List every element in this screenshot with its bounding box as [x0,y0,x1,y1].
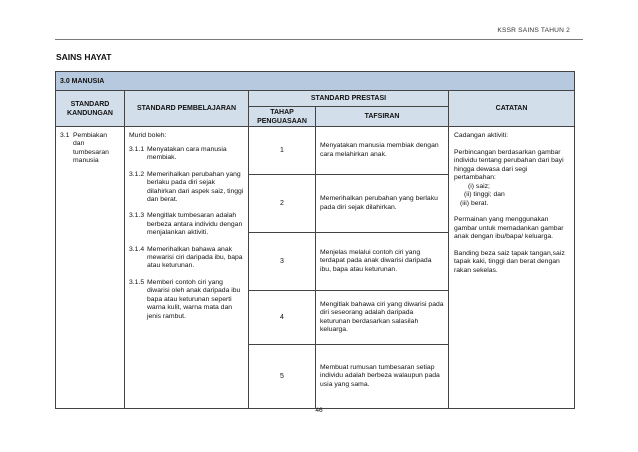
tafsiran-cell: Membuat rumusan tumbesaran setiap individu adalah berbeza walaupun pada usia yang sama. [316,345,449,409]
col-tafsiran: TAFSIRAN [316,107,449,127]
catatan-paragraph: Perbincangan berdasarkan gambar individu tentang perubahan dari bayi hingga dewasa dari segi pertambahan: [454,148,564,181]
tafsiran-cell: Menjelas melalui contoh ciri yang terdapat pada anak diwarisi daripada ibu, bapa atau keturunan. [316,233,449,291]
col-standard-prestasi: STANDARD PRESTASI [249,91,449,107]
band-title: 3.0 MANUSIA [56,72,575,91]
sk-number: 3.1 [60,132,70,139]
sp-item-number: 3.1.2 [129,170,145,178]
sp-item-number: 3.1.4 [129,245,145,253]
sp-item-text: Memerihalkan perubahan yang berlaku pada diri sejak dilahirkan dari aspek saiz, tinggi dan berat. [147,170,244,204]
sk-text: Pembiakan dan tumbesaran manusia [73,132,109,165]
tafsiran-cell: Mengitlak bahawa ciri yang diwarisi pada diri seseorang adalah daripada keturunan berdasarkan salasilah keluarga. [316,291,449,345]
sp-item [129,171,244,205]
sp-item-number: 3.1.3 [129,212,145,220]
col-standard-pembelajaran: STANDARD PEMBELAJARAN [125,91,249,127]
sp-item-text: Menyatakan cara manusia membiak. [147,146,227,162]
sp-item [129,279,244,321]
sp-item [129,246,244,271]
sp-item [129,212,244,237]
curriculum-table [55,71,575,409]
catatan-heading: Cadangan aktiviti: [454,132,509,139]
level-cell: 1 [249,127,316,175]
catatan-list-item: (ii) tinggi; dan [464,191,505,198]
level-cell: 4 [249,291,316,345]
catatan-cell [449,127,575,409]
sp-item-text: Memberi contoh ciri yang diwarisi oleh anak daripada ibu bapa atau keturunan seperti warna kulit, warna mata dan jenis rambut. [147,278,241,320]
section-title: SAINS HAYAT [56,52,112,62]
catatan-paragraph: Banding beza saiz tapak tangan,saiz tapak kaki, tinggi dan berat dengan rakan sekelas. [454,249,565,274]
level-cell: 2 [249,175,316,233]
sp-item [129,146,244,163]
document-title: KSSR SAINS TAHUN 2 [497,27,570,34]
level-cell: 5 [249,345,316,409]
sp-item-number: 3.1.1 [129,146,145,153]
header-divider [55,39,583,40]
catatan-paragraph: Permainan yang menggunakan gambar untuk memadankan gambar anak dengan ibu/bapa/ keluarga. [454,216,564,240]
sp-item-text: Memerihalkan bahawa anak mewarisi ciri daripada ibu, bapa atau keturunan. [147,245,243,270]
standard-pembelajaran-cell [125,127,249,409]
level-cell: 3 [249,233,316,291]
page-number: 46 [315,407,323,414]
sp-item-text: Mengitlak tumbesaran adalah berbeza antara individu dengan menjalankan aktiviti. [147,212,243,237]
catatan-list-item: (iii) berat. [460,199,489,207]
catatan-list-item: (i) saiz; [468,182,490,190]
standard-kandungan-cell [56,127,125,409]
sp-intro: Murid boleh: [129,132,167,139]
col-standard-kandungan: STANDARD KANDUNGAN [56,91,125,127]
col-tahap-penguasaan: TAHAP PENGUASAAN [249,107,316,127]
col-catatan: CATATAN [449,91,575,127]
sp-item-number: 3.1.5 [129,278,145,286]
tafsiran-cell: Memerihalkan perubahan yang berlaku pada diri sejak dilahirkan. [316,175,449,233]
tafsiran-cell: Menyatakan manusia membiak dengan cara melahirkan anak. [316,127,449,175]
